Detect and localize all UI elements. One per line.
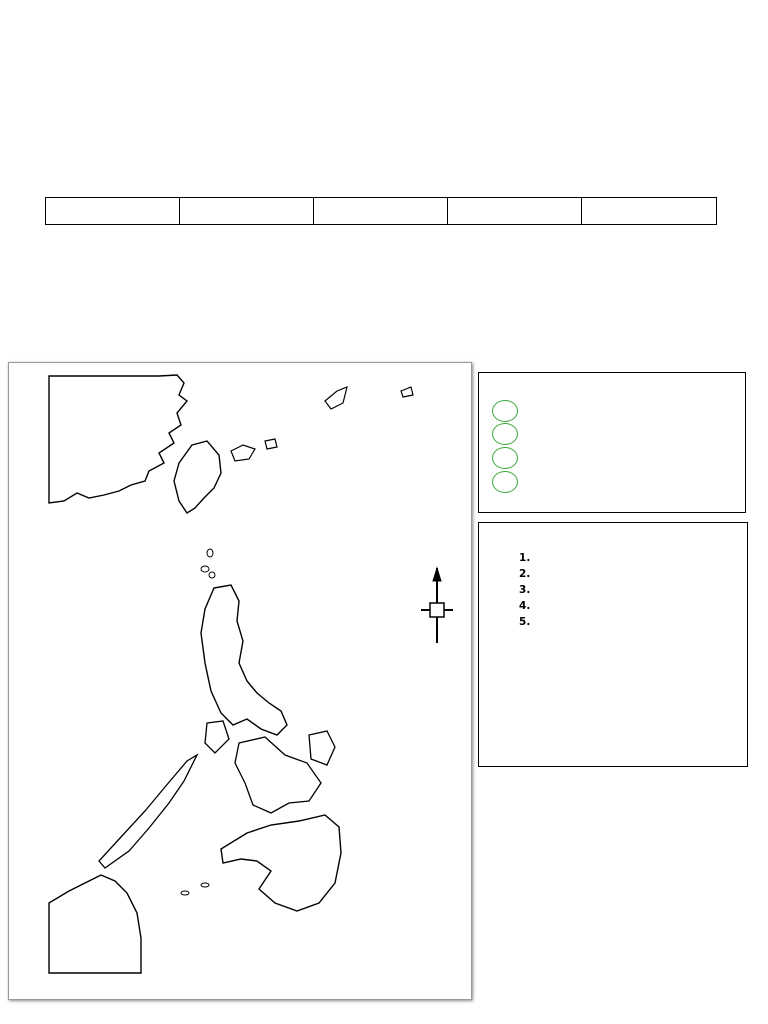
mindanao-outline	[221, 815, 341, 911]
philippine-map	[8, 362, 472, 1000]
luzon-outline	[201, 585, 287, 735]
guide-question	[534, 598, 739, 614]
header-latest	[582, 198, 717, 225]
guide-question	[534, 566, 739, 582]
header-longitude	[314, 198, 448, 225]
island-small	[265, 439, 277, 449]
map-canvas	[9, 363, 471, 999]
mindoro-outline	[205, 721, 229, 753]
guide-question	[534, 550, 739, 566]
taiwan-outline	[174, 441, 221, 513]
guide-question	[534, 614, 739, 630]
header-volcano	[46, 198, 180, 225]
legend-swatch-circle[interactable]	[492, 423, 518, 445]
palawan-outline	[99, 755, 197, 868]
legend-swatch-circle[interactable]	[492, 447, 518, 469]
header-latitude	[180, 198, 314, 225]
guide-question-list	[479, 550, 739, 630]
samar-outline	[309, 731, 335, 765]
table-header-row	[46, 198, 717, 225]
visayas-outline	[235, 737, 321, 813]
island-group	[231, 445, 255, 461]
china-coastline	[49, 375, 187, 503]
guide-question	[534, 582, 739, 598]
volcano-table	[45, 197, 717, 225]
guide-questions-box	[478, 522, 748, 767]
legend-box	[478, 372, 746, 513]
island-ne-2	[401, 387, 413, 397]
legend-swatch-circle[interactable]	[492, 471, 518, 493]
header-eruptions	[448, 198, 582, 225]
island-ne-1	[325, 387, 347, 409]
borneo-outline	[49, 875, 141, 973]
compass-rose	[421, 568, 453, 643]
legend-swatch-circle[interactable]	[492, 400, 518, 422]
